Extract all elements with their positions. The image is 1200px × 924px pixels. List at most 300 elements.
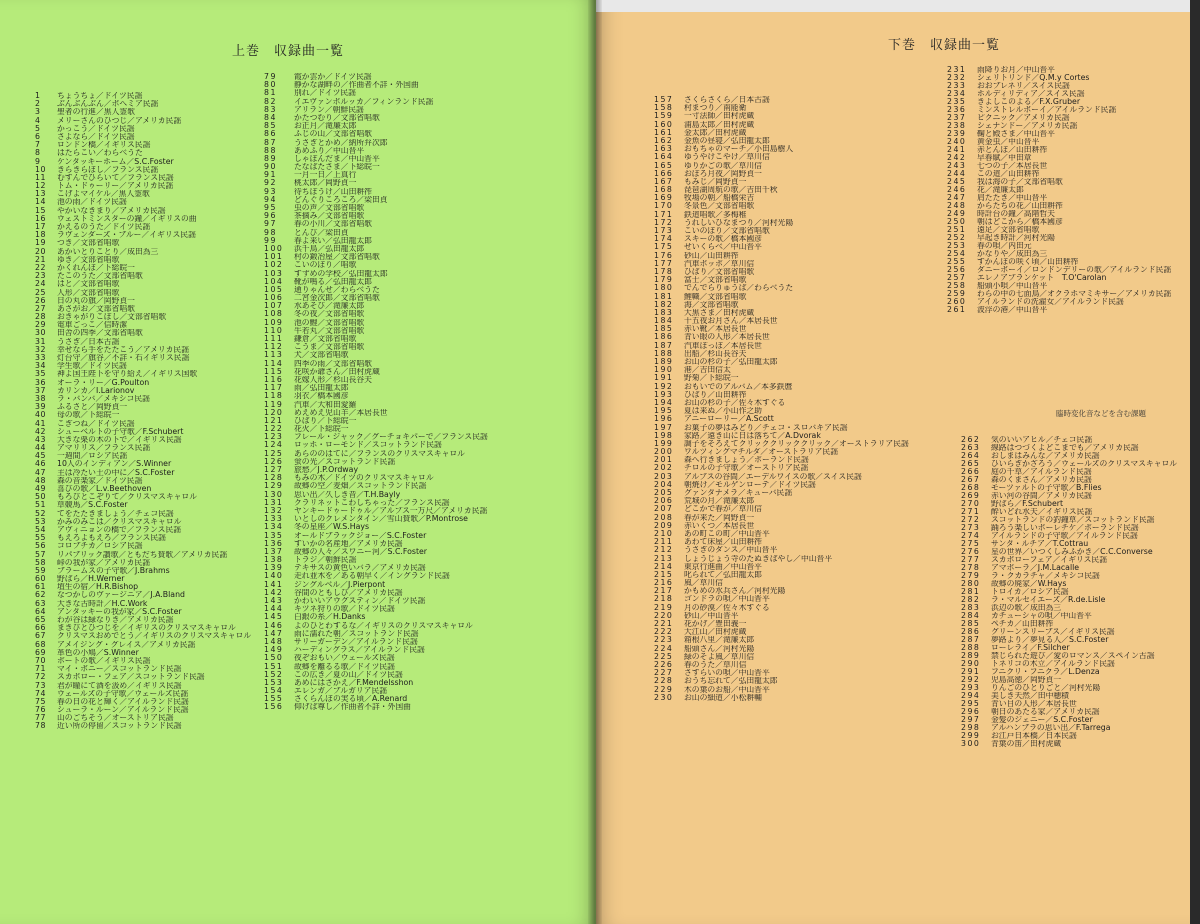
- song-number: 247: [947, 194, 967, 202]
- song-entry: [264, 622, 488, 630]
- song-title: 大きな栗の木の下で／イギリス民謡: [57, 435, 182, 444]
- song-title: ボートの歌／イギリス民謡: [57, 656, 151, 665]
- song-entry: [947, 146, 1171, 154]
- song-entry: [654, 620, 909, 628]
- song-number: 209: [654, 521, 674, 530]
- song-entry: [654, 628, 909, 636]
- song-title: ラヴェンダーズ・ブルー／イギリス民謡: [57, 231, 196, 240]
- song-entry: [35, 649, 251, 657]
- song-title: 鉄道唱歌／多梅稚: [684, 210, 747, 219]
- song-number: 134: [264, 523, 284, 532]
- song-number: 47: [35, 468, 46, 477]
- song-title: でんでらりゅうば／わらべうた: [684, 284, 794, 293]
- song-entry: [654, 170, 909, 178]
- song-title: 緑のそよ風／草川信: [684, 652, 755, 661]
- song-number: 273: [961, 524, 981, 532]
- song-title: 家路／遠き山に日は落ちて／A.Dvorak: [684, 431, 821, 440]
- song-number: 8: [35, 149, 41, 158]
- song-number: 210: [654, 529, 674, 538]
- song-title: 青い眼の人形／本居長世: [684, 333, 770, 342]
- song-number: 36: [35, 378, 46, 387]
- song-number: 211: [654, 538, 674, 547]
- song-number: 285: [961, 620, 981, 628]
- song-number: 290: [961, 660, 981, 668]
- song-entry: [35, 444, 251, 452]
- song-entry: [264, 384, 488, 392]
- song-number: 11: [35, 173, 46, 182]
- song-title: あめふり／中山晋平: [294, 146, 365, 155]
- song-title: おもちゃのマーチ／小田島樹人: [684, 145, 794, 154]
- song-title: かくれんぼ／下総皖一: [57, 263, 135, 272]
- song-title: 鞠と殿さま／中山晋平: [977, 130, 1055, 138]
- song-entry: [654, 464, 909, 472]
- song-number: 281: [961, 588, 981, 596]
- song-entry: [961, 436, 1177, 444]
- song-number: 208: [654, 513, 674, 522]
- song-title: アニーローリー／A.Scott: [684, 415, 774, 424]
- song-number: 197: [654, 423, 674, 432]
- song-number: 294: [961, 692, 981, 700]
- song-title: お山の杉の子／弘田龍太郎: [684, 358, 778, 366]
- song-entry: [654, 391, 909, 399]
- song-title: ふじの山／文部省唱歌: [294, 130, 372, 139]
- song-entry: [35, 313, 251, 321]
- song-number: 280: [961, 580, 981, 588]
- song-number: 5: [35, 124, 41, 133]
- song-title: 四季の雨／文部省唱歌: [294, 359, 372, 368]
- song-entry: [264, 523, 488, 531]
- song-entry: [961, 660, 1177, 668]
- song-title: 浦島太郎／田村虎蔵: [684, 120, 755, 129]
- song-entry: [35, 239, 251, 247]
- song-number: 154: [264, 687, 284, 696]
- song-number: 43: [35, 435, 46, 444]
- song-title: コロブチカ／ロシア民謡: [57, 542, 143, 551]
- song-number: 251: [947, 226, 967, 234]
- song-entry: [35, 665, 251, 673]
- song-number: 15: [35, 206, 46, 215]
- song-title: 10人のインディアン／S.Winner: [57, 460, 172, 469]
- song-entry: [264, 663, 488, 671]
- song-title: ゆりかごの歌／草川信: [684, 161, 762, 170]
- song-number: 29: [35, 321, 46, 330]
- song-entry: [961, 492, 1177, 500]
- song-title: こげよマイケル／黒人霊歌: [57, 190, 150, 199]
- song-title: アルプスの谷間／エーデルワイスの歌／スイス民謡: [684, 472, 862, 481]
- song-number: 206: [654, 497, 674, 506]
- song-title: しょうじょう寺のたぬきばやし／中山晋平: [684, 554, 833, 563]
- song-entry: [961, 652, 1177, 660]
- song-number: 241: [947, 146, 967, 154]
- song-entry: [654, 96, 909, 104]
- song-entry: [654, 104, 909, 112]
- song-title: たなばたさま／下総皖一: [294, 163, 380, 172]
- song-entry: [35, 682, 251, 690]
- song-title: 我は海の子／文部省唱歌: [977, 178, 1063, 186]
- song-entry: [264, 392, 488, 400]
- song-title: 酔いどれ水夫／イギリス民謡: [991, 508, 1093, 516]
- song-number: 189: [654, 358, 674, 366]
- song-number: 242: [947, 154, 967, 162]
- song-number: 291: [961, 668, 981, 676]
- song-number: 164: [654, 153, 674, 162]
- song-entry: [35, 690, 251, 698]
- song-entry: [35, 518, 251, 526]
- song-entry: [35, 321, 251, 329]
- song-number: 180: [654, 284, 674, 293]
- song-title: しゃぼんだま／中山晋平: [294, 154, 380, 163]
- song-entry: [947, 90, 1171, 98]
- song-number: 299: [961, 732, 981, 740]
- song-entry: [264, 679, 488, 687]
- song-number: 61: [35, 583, 46, 592]
- song-number: 57: [35, 550, 46, 559]
- song-number: 131: [264, 498, 284, 507]
- song-entry: [35, 280, 251, 288]
- song-title: シューラ・ルーン／アイルランド民謡: [57, 706, 189, 715]
- song-title: どんぐりころころ／梁田貞: [294, 195, 388, 204]
- song-title: 冬景色／文部省唱歌: [684, 202, 755, 211]
- song-number: 187: [654, 341, 674, 350]
- song-title: かたつむり／文部省唱歌: [294, 113, 380, 122]
- song-entry: [264, 515, 488, 523]
- song-title: シューベルトの子守歌／F.Schubert: [57, 427, 184, 436]
- song-entry: [961, 628, 1177, 636]
- song-entry: [35, 616, 251, 624]
- song-title: 近い所の停留／スコットランド民謡: [57, 722, 182, 731]
- song-entry: [264, 253, 488, 261]
- song-entry: [947, 122, 1171, 130]
- song-entry: [35, 305, 251, 313]
- song-entry: [654, 235, 909, 243]
- song-title: 美しき天然／田中穂積: [991, 692, 1069, 700]
- song-entry: [35, 387, 251, 395]
- volume-2-column-2a: [947, 66, 1171, 314]
- song-number: 115: [264, 367, 284, 376]
- song-number: 257: [947, 274, 967, 282]
- song-number: 140: [264, 572, 284, 581]
- song-number: 227: [654, 669, 674, 678]
- song-number: 205: [654, 489, 674, 497]
- song-number: 34: [35, 362, 46, 371]
- song-title: サリーガーデン／アイルランド民謡: [294, 637, 418, 646]
- song-number: 217: [654, 587, 674, 596]
- song-entry: [35, 501, 251, 509]
- song-number: 236: [947, 106, 967, 114]
- song-title: ひいらぎかざろう／ウェールズのクリスマスキャロル: [991, 460, 1178, 468]
- song-title: アルハンブラの思い出／F.Tarrega: [991, 724, 1111, 732]
- song-entry: [654, 432, 909, 440]
- song-title: 赤とんぼ／山田耕筰: [977, 146, 1048, 154]
- song-title: 故郷の人々／スワニー河／S.C.Foster: [294, 547, 428, 556]
- song-number: 288: [961, 644, 981, 652]
- song-number: 225: [654, 652, 674, 661]
- song-entry: [35, 117, 251, 125]
- song-number: 42: [35, 427, 46, 436]
- song-number: 122: [264, 425, 284, 434]
- song-entry: [35, 698, 251, 706]
- song-title: スキーの歌／橋本國彦: [684, 235, 762, 244]
- song-number: 101: [264, 253, 284, 262]
- song-title: 茶摘み／文部省唱歌: [294, 212, 365, 221]
- song-title: 峠の我が家／アメリカ民謡: [57, 558, 151, 567]
- song-title: 赤い靴／本居長世: [684, 325, 747, 334]
- song-title: アイルランドの子守歌／アイルランド民謡: [991, 532, 1138, 540]
- song-title: メリーさんのひつじ／アメリカ民謡: [57, 116, 182, 125]
- song-number: 129: [264, 482, 284, 491]
- song-entry: [654, 505, 909, 513]
- song-entry: [264, 130, 488, 138]
- song-title: オールドブラックジョー／S.C.Foster: [294, 531, 427, 540]
- song-number: 216: [654, 579, 674, 588]
- song-entry: [35, 370, 251, 378]
- song-number: 174: [654, 235, 674, 244]
- song-number: 138: [264, 556, 284, 565]
- song-number: 272: [961, 516, 981, 524]
- song-entry: [264, 368, 488, 376]
- song-entry: [961, 620, 1177, 628]
- song-number: 108: [264, 310, 284, 319]
- song-title: あわて床屋／山田耕筰: [684, 538, 762, 547]
- song-entry: [35, 272, 251, 280]
- song-title: 電車ごっこ／信時潔: [57, 321, 128, 330]
- song-entry: [35, 632, 251, 640]
- song-number: 250: [947, 218, 967, 226]
- song-entry: [654, 546, 909, 554]
- song-entry: [947, 218, 1171, 226]
- song-title: せいくらべ／中山晋平: [684, 243, 762, 252]
- song-number: 1: [35, 92, 41, 100]
- song-entry: [961, 532, 1177, 540]
- song-number: 77: [35, 714, 46, 723]
- song-title: ラ・バンバ／メキシコ民謡: [57, 394, 150, 403]
- song-title: ヤンキードゥードゥル／アルプス一万尺／アメリカ民謡: [294, 506, 488, 515]
- song-entry: [961, 676, 1177, 684]
- song-title: オーラ・リー／G.Poulton: [57, 378, 150, 387]
- song-entry: [654, 366, 909, 374]
- song-entry: [264, 196, 488, 204]
- song-title: 故郷の廃家／W.Hays: [991, 580, 1067, 588]
- song-entry: [35, 526, 251, 534]
- song-number: 192: [654, 382, 674, 391]
- song-entry: [654, 456, 909, 464]
- song-number: 92: [264, 179, 277, 188]
- song-entry: [35, 608, 251, 616]
- song-entry: [654, 112, 909, 120]
- song-entry: [654, 579, 909, 587]
- song-entry: [264, 556, 488, 564]
- song-number: 181: [654, 292, 674, 301]
- song-title: 時計台の鐘／高階哲夫: [977, 210, 1055, 218]
- page-outer-edge: [1190, 0, 1200, 924]
- volume-1-column-1: [35, 92, 251, 731]
- song-entry: [264, 630, 488, 638]
- song-number: 32: [35, 345, 46, 354]
- song-entry: [654, 301, 909, 309]
- song-number: 239: [947, 130, 967, 138]
- song-title: ラ・クカラチャ／メキシコ民謡: [991, 572, 1100, 580]
- song-title: 汽車／大和田愛羅: [294, 400, 357, 409]
- song-number: 96: [264, 212, 277, 221]
- song-entry: [35, 722, 251, 730]
- song-entry: [947, 210, 1171, 218]
- song-number: 100: [264, 244, 284, 253]
- song-number: 282: [961, 596, 981, 604]
- song-entry: [35, 420, 251, 428]
- song-number: 237: [947, 114, 967, 122]
- song-entry: [654, 350, 909, 358]
- song-title: 汽車ぽっぽ／本居長世: [684, 341, 762, 350]
- song-title: 雨に濡れた朝／スコットランド民謡: [294, 629, 419, 638]
- song-number: 45: [35, 452, 46, 461]
- song-title: ゆき／文部省唱歌: [57, 255, 120, 264]
- song-number: 223: [654, 636, 674, 645]
- song-title: 野ばら／H.Werner: [57, 575, 125, 584]
- song-title: ふるさと／岡野貞一: [57, 403, 128, 412]
- song-title: 靴が鳴る／弘田龍太郎: [294, 277, 372, 286]
- song-number: 95: [264, 204, 277, 212]
- song-entry: [35, 542, 251, 550]
- song-entry: [654, 252, 909, 260]
- song-entry: [947, 170, 1171, 178]
- song-entry: [35, 198, 251, 206]
- song-entry: [264, 703, 488, 711]
- song-title: トラジ／朝鮮民謡: [294, 556, 357, 565]
- song-title: スカボローフェア／イギリス民謡: [991, 556, 1108, 564]
- song-title: モーツァルトの子守歌／B.Flies: [991, 484, 1102, 492]
- song-number: 152: [264, 670, 284, 679]
- song-number: 33: [35, 354, 46, 362]
- song-entry: [947, 186, 1171, 194]
- song-title: 船頭小唄／中山晋平: [977, 282, 1048, 290]
- song-title: ワルツィングマチルダ／オーストラリア民謡: [684, 448, 838, 457]
- song-entry: [35, 338, 251, 346]
- song-entry: [35, 174, 251, 182]
- song-title: 待ちぼうけ／山田耕筰: [294, 187, 372, 196]
- song-title: からたちの花／山田耕筰: [977, 202, 1063, 210]
- song-entry: [264, 654, 488, 662]
- song-number: 99: [264, 236, 277, 245]
- song-entry: [961, 724, 1177, 732]
- song-title: 黄金虫／中山晋平: [977, 138, 1040, 146]
- song-number: 194: [654, 398, 674, 407]
- song-number: 27: [35, 304, 46, 313]
- song-number: 188: [654, 349, 674, 358]
- song-number: 23: [35, 272, 46, 281]
- song-number: 190: [654, 366, 674, 375]
- song-entry: [35, 460, 251, 468]
- song-entry: [264, 572, 488, 580]
- song-entry: [264, 441, 488, 449]
- song-entry: [654, 333, 909, 341]
- song-number: 173: [654, 227, 674, 235]
- song-entry: [264, 98, 488, 106]
- song-title: キツネ狩りの歌／ドイツ民謡: [294, 605, 395, 614]
- song-number: 226: [654, 660, 674, 669]
- song-number: 40: [35, 411, 46, 420]
- song-number: 136: [264, 539, 284, 548]
- song-entry: [654, 645, 909, 653]
- song-title: 荒城の月／滝廉太郎: [684, 497, 755, 506]
- song-number: 70: [35, 656, 46, 665]
- song-title: フニクリ・フニクラ／L.Denza: [991, 668, 1100, 676]
- song-entry: [654, 219, 909, 227]
- song-entry: [654, 186, 909, 194]
- song-number: 17: [35, 223, 46, 231]
- song-title: カリンカ／I.Larionov: [57, 386, 135, 395]
- song-number: 59: [35, 566, 46, 575]
- song-number: 62: [35, 591, 46, 600]
- song-title: さすらいの唄／中山晋平: [684, 669, 770, 678]
- song-entry: [264, 376, 488, 384]
- song-title: とんび／梁田貞: [294, 228, 349, 237]
- song-entry: [654, 276, 909, 284]
- song-entry: [264, 351, 488, 359]
- song-title: 気のいいアヒル／チェコ民謡: [991, 436, 1093, 444]
- song-number: 89: [264, 154, 277, 163]
- song-entry: [961, 716, 1177, 724]
- song-number: 168: [654, 186, 674, 195]
- song-entry: [264, 294, 488, 302]
- song-entry: [264, 343, 488, 351]
- song-number: 21: [35, 255, 46, 264]
- song-entry: [961, 700, 1177, 708]
- song-entry: [947, 306, 1171, 314]
- song-title: 日の丸の旗／岡野貞一: [57, 296, 135, 305]
- song-number: 48: [35, 476, 46, 485]
- song-entry: [947, 242, 1171, 250]
- song-number: 232: [947, 74, 967, 82]
- song-entry: [947, 234, 1171, 242]
- song-title: ひばり／山田耕筰: [684, 390, 747, 399]
- song-number: 253: [947, 242, 967, 250]
- song-entry: [264, 147, 488, 155]
- song-number: 166: [654, 169, 674, 178]
- section-note: 臨時変化音などを含む課題: [1056, 409, 1146, 418]
- song-title: 花火／下総皖一: [294, 425, 349, 434]
- song-number: 213: [654, 554, 674, 563]
- song-title: うれしいひなまつり／河村光陽: [684, 218, 794, 227]
- song-number: 224: [654, 644, 674, 653]
- song-entry: [961, 612, 1177, 620]
- song-title: アマポーラ／J.M.Lacalle: [991, 564, 1080, 572]
- song-title: ジングルベル／J.Pierpont: [294, 580, 386, 589]
- song-entry: [654, 293, 909, 301]
- song-title: 母の歌／下総皖一: [57, 411, 120, 420]
- song-entry: [654, 587, 909, 595]
- song-number: 83: [264, 105, 277, 114]
- song-title: 君が瞳にて酒を汲め／イギリス民謡: [57, 681, 182, 690]
- song-title: あらののはてに／フランスのクリスマスキャロル: [294, 449, 465, 458]
- song-title: もえろよもえろ／フランス民謡: [57, 534, 166, 543]
- song-entry: [264, 540, 488, 548]
- song-title: 星の世界／いつくしみふかき／C.C.Converse: [991, 548, 1153, 556]
- song-entry: [961, 508, 1177, 516]
- song-number: 84: [264, 113, 277, 122]
- song-title: 神よ国王陛下を守り給え／イギリス国歌: [57, 370, 198, 379]
- song-number: 179: [654, 276, 674, 285]
- song-entry: [961, 596, 1177, 604]
- song-entry: [654, 497, 909, 505]
- song-number: 261: [947, 306, 967, 314]
- song-entry: [947, 298, 1171, 306]
- song-title: 早春賦／中田章: [977, 154, 1032, 162]
- song-number: 215: [654, 570, 674, 579]
- song-number: 196: [654, 415, 674, 424]
- song-title: 青い目の人形／本居長世: [991, 700, 1077, 708]
- song-entry: [35, 657, 251, 665]
- song-entry: [264, 564, 488, 572]
